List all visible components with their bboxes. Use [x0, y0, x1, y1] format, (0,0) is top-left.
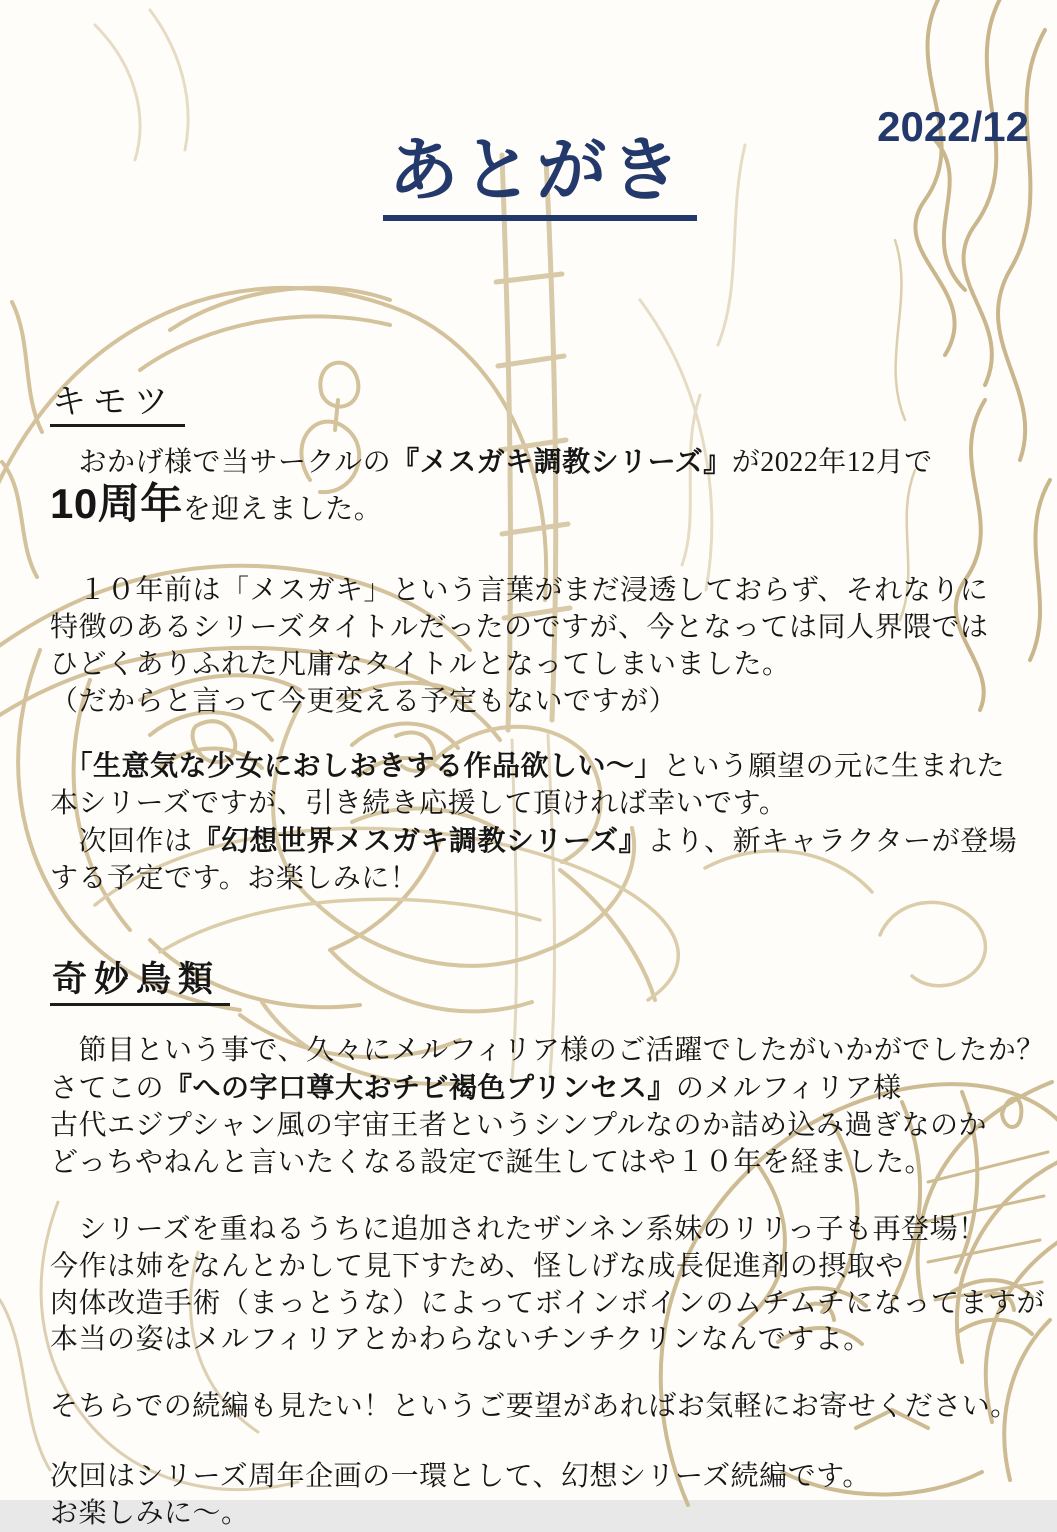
series-title-run: 『幻想世界メスガキ調教シリーズ』	[192, 825, 648, 857]
text-line: 肉体改造手術（まっとうな）によってボインボインのムチムチになってますが	[50, 1286, 1045, 1318]
afterword-section-kimotsu	[50, 384, 1029, 897]
text-line: シリーズを重ねるうちに追加されたザンネン系妹のリリっ子も再登場！	[50, 1212, 987, 1244]
text-segment: が2022年12月で	[731, 447, 933, 479]
text-segment: さてこの	[50, 1071, 165, 1103]
text-line: そちらでの続編も見たい！というご要望があればお気軽にお寄せください。	[50, 1390, 1019, 1422]
paragraph	[50, 571, 1029, 719]
text-segment: という願望の元に生まれた	[663, 751, 1006, 783]
series-title-run: 『メスガキ調教シリーズ』	[391, 446, 732, 478]
text-segment: より、新キャラクターが登場	[647, 826, 1018, 858]
paragraph	[50, 1458, 1029, 1532]
text-line: お楽しみに～。	[50, 1497, 250, 1529]
anniversary-run: 10周年	[50, 480, 183, 528]
text-line: （だからと言って今更変える予定もないですが）	[50, 685, 678, 717]
text-line: 今作は姉をなんとかして見下すため、怪しげな成長促進剤の摂取や	[50, 1249, 904, 1281]
text-line	[50, 747, 1029, 785]
text-segment: のメルフィリア様	[675, 1071, 902, 1103]
text-line: する予定です。お楽しみに！	[50, 863, 419, 895]
header	[50, 0, 1029, 268]
text-line: 特徴のあるシリーズタイトルだったのですが、今となっては同人界隈では	[50, 611, 989, 643]
text-line	[50, 1069, 1029, 1106]
author-name: 奇妙鳥類	[50, 961, 230, 1006]
date-label: 2022/12	[877, 103, 1029, 150]
text-line: 本シリーズですが、引き続き応援して頂ければ幸いです。	[50, 788, 788, 820]
page-title: あとがき	[383, 135, 697, 221]
text-line	[50, 481, 1029, 533]
text-line: どっちやねんと言いたくなる設定で誕生してはや１０年を経ました。	[50, 1145, 933, 1177]
text-line: １０年前は「メスガキ」という言葉がまだ浸透しておらず、それなりに	[50, 574, 989, 606]
text-line	[50, 443, 1029, 481]
author-name: キモツ	[50, 384, 185, 427]
paragraph	[50, 1210, 1045, 1358]
text-line: ひどくありふれた凡庸なタイトルとなってしまいました。	[50, 648, 791, 680]
text-line: 古代エジプシャン風の宇宙王者というシンプルなのか詰め込み過ぎなのか	[50, 1108, 988, 1140]
author-heading-row	[50, 384, 1029, 427]
text-line	[50, 822, 1029, 860]
character-title-run: 『への字口尊大おチビ褐色プリンセス』	[164, 1071, 676, 1103]
text-line: 次回はシリーズ周年企画の一環として、幻想シリーズ続編です。	[50, 1460, 871, 1492]
quote-run: 「生意気な少女におしおきする作品欲しい～」	[50, 750, 664, 782]
paragraph	[50, 443, 1029, 533]
text-segment: 次回作は	[50, 826, 193, 858]
author-heading-row	[50, 961, 1029, 1006]
text-segment: おかげ様で当サークルの	[50, 447, 392, 479]
afterword-section-kimyouchourui	[50, 960, 1045, 1532]
paragraph	[50, 1388, 1029, 1425]
text-segment: を迎えました。	[182, 494, 383, 526]
text-line: 節目という事で、久々にメルフィリア様のご活躍でしたがいかがでしたか？	[50, 1034, 1045, 1066]
paragraph	[50, 747, 1029, 897]
text-line: 本当の姿はメルフィリアとかわらないチンチクリンなんですよ。	[50, 1323, 872, 1355]
paragraph	[50, 1032, 1045, 1180]
